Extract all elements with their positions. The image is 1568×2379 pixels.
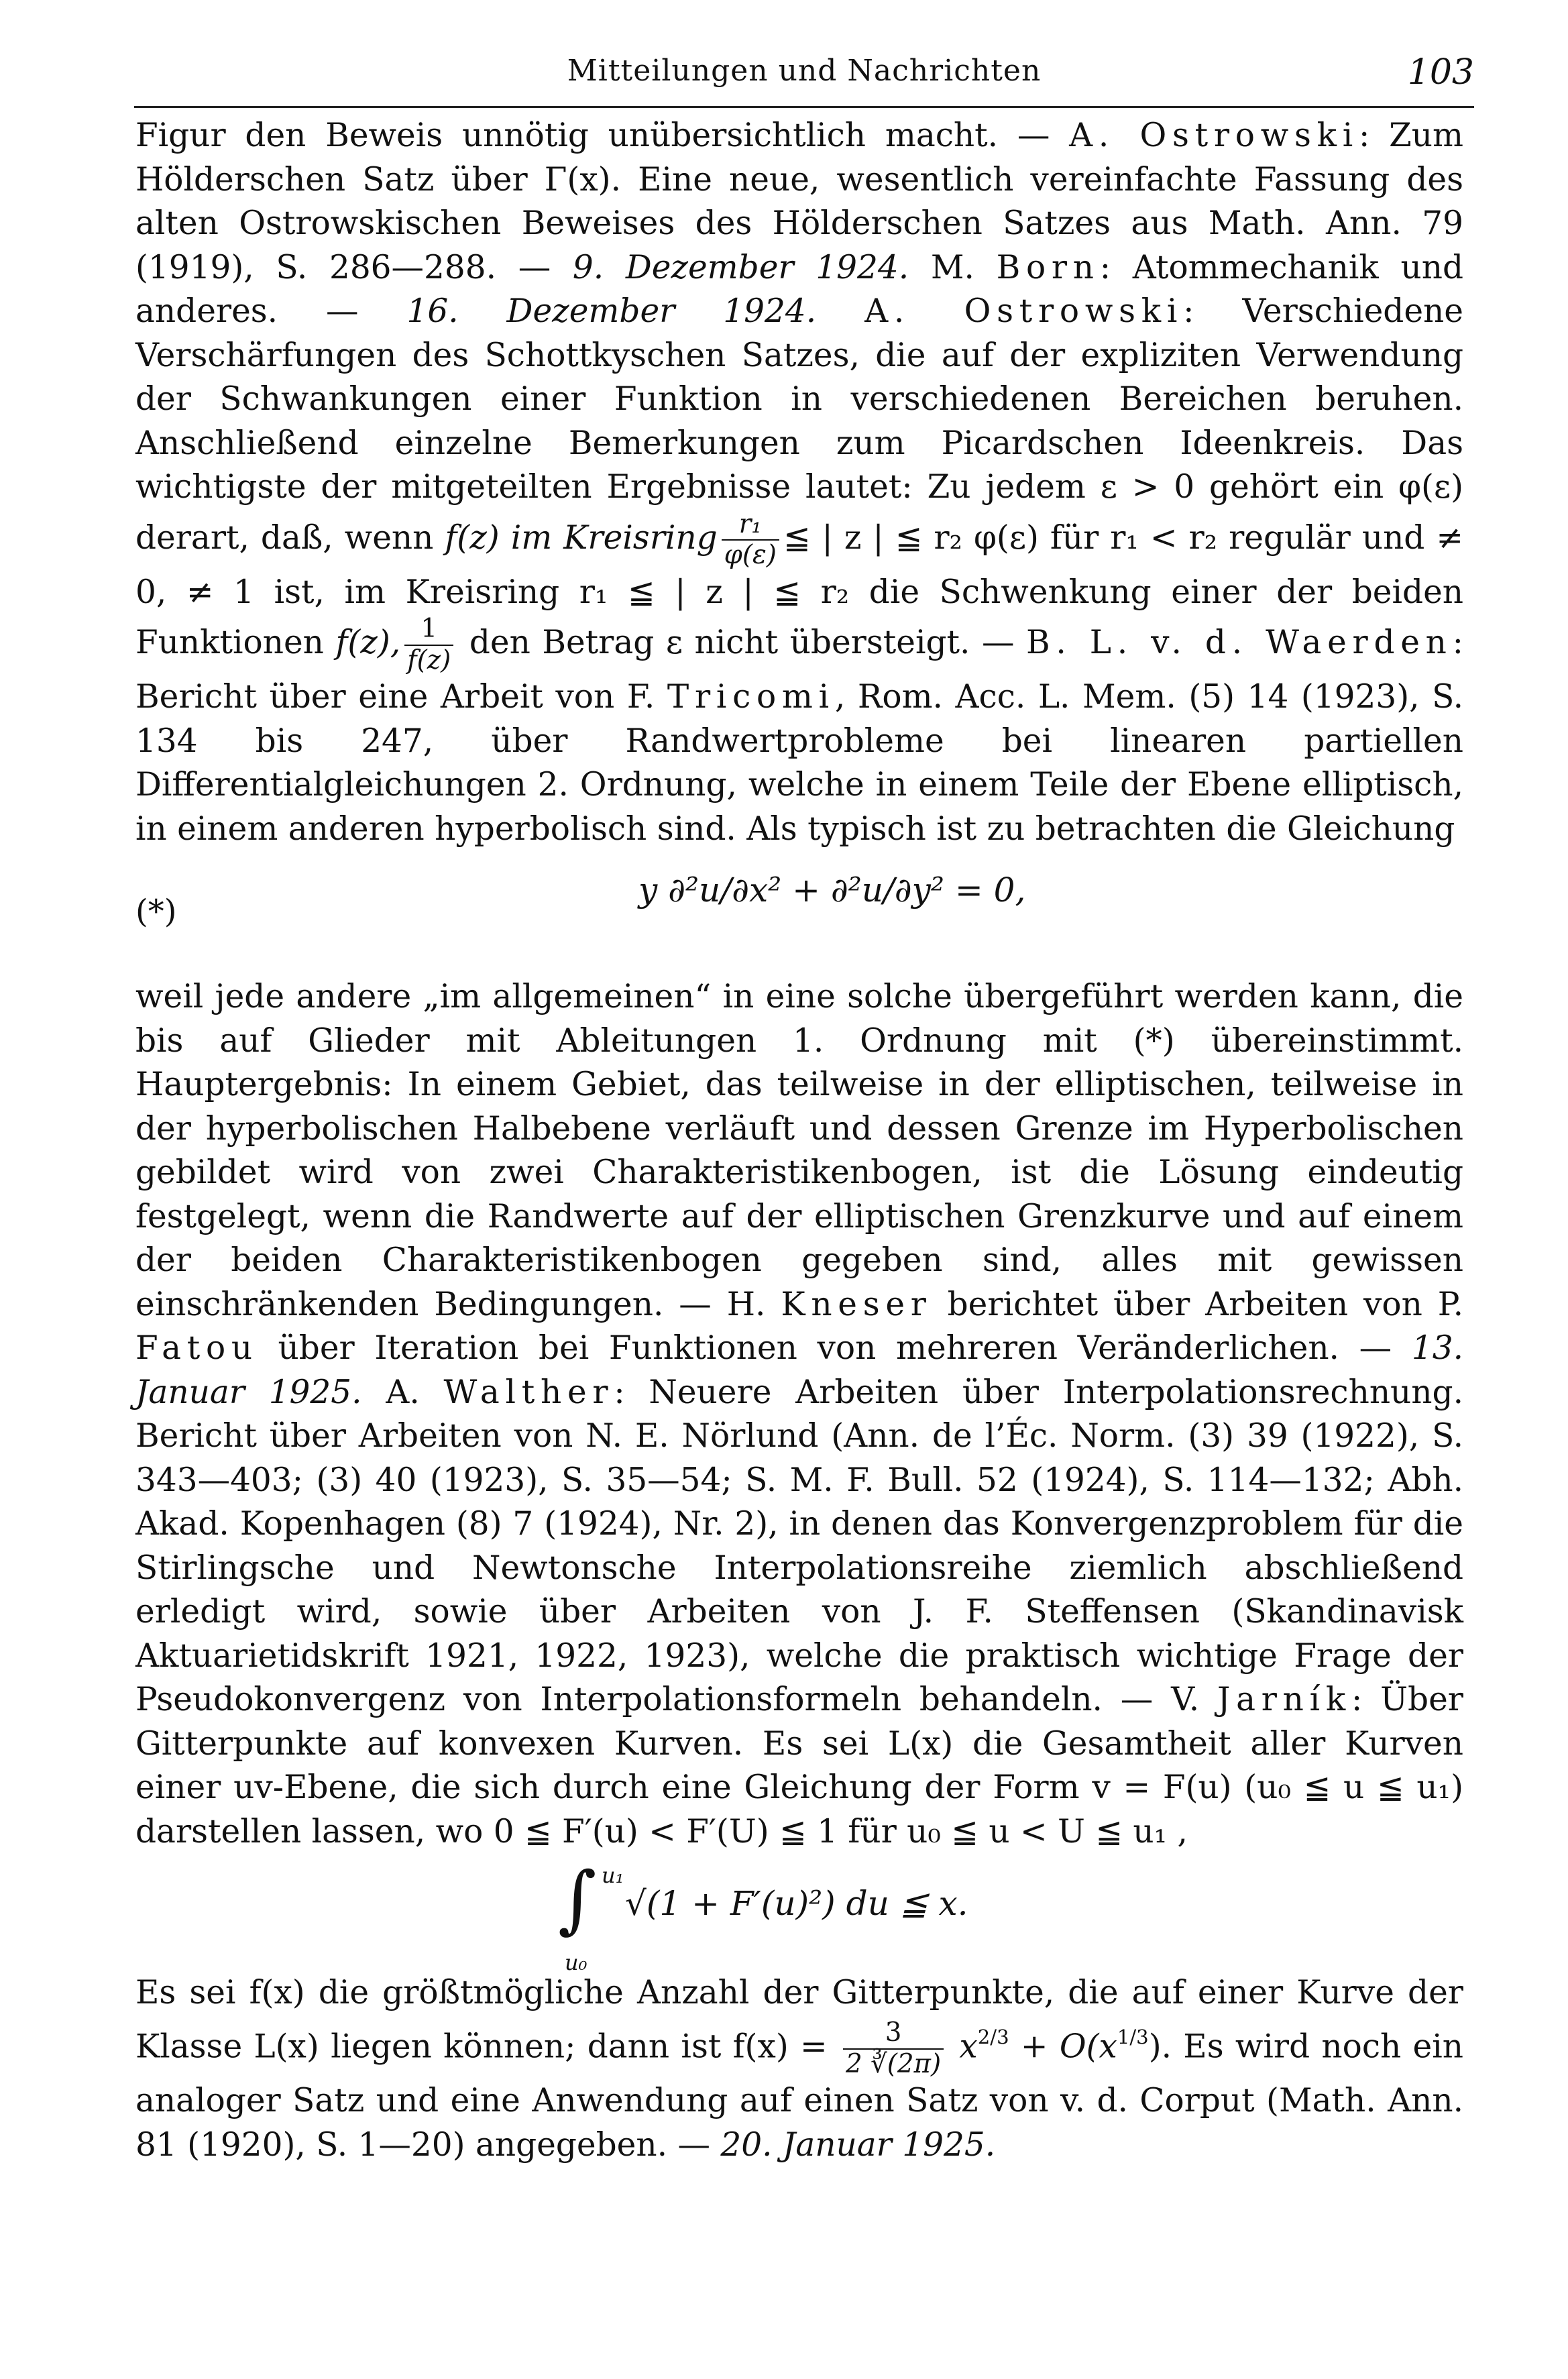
text-run: ist, im Kreisring r₁ ≦ | z | ≦ r₂ die Schwenkung einer der beiden Funktionen (135, 573, 1464, 662)
author-name: Jarník (1217, 1681, 1351, 1719)
text-run: den Betrag ε nicht übersteigt. — (457, 624, 1026, 662)
author-name: Walther (443, 1373, 614, 1411)
author-name: A. Ostrowski (1069, 117, 1359, 154)
display-equation-integral (135, 1854, 1463, 1976)
inline-fraction (404, 614, 453, 675)
text-run: : Bericht über eine Arbeit von F. (135, 624, 1463, 716)
article-body (135, 114, 1463, 2167)
text-run: Es sei f(x) die größtmögliche Anzahl der Gitterpunkte, die auf einer Kurve der Klasse L(x) liegen können; dann ist f(x) = (135, 1974, 1463, 2066)
text-run: : Atommechanik und anderes. — (135, 248, 1463, 330)
session-date: 9. Dezember 1924. (572, 248, 909, 286)
fraction-denominator: f(z) (407, 645, 451, 675)
math-run: ≦ | z | ≦ r₂ φ(ε) für r₁ < r₂ regulär und ≠ 0, ≠ 1 (135, 518, 1463, 611)
fraction-numerator: r₁ (722, 510, 779, 541)
fraction-numerator: 1 (404, 614, 453, 646)
text-run: A. (361, 1373, 444, 1411)
math-run: f(z) im Kreisring (445, 518, 718, 557)
text-run (816, 292, 864, 330)
text-run: weil jede andere „im allgemeinen“ in eine solche übergeführt werden kann, die bis auf Glieder mit Ableitungen 1. Ordnung mit (*) übereinstimmt. Hauptergebnis: In einem Gebiet, das teilweise in der elliptischen, teilweise in der hyperbolischen Halbebene verläuft und dessen Grenze im Hyperbolischen gebildet wird von zwei Charakteristikenbogen, ist die Lösung eindeutig festgelegt, wenn die Randwerte auf der elliptischen Grenzkurve und auf einem der beiden Charakteristikenbogen gegeben sind, alles mit gewissen einschränkenden Bedingungen. — H. (135, 978, 1463, 1323)
exponent: 1/3 (1117, 2025, 1149, 2048)
paragraph-1 (135, 114, 1463, 851)
author-name: B. L. v. d. Waerden (1026, 624, 1453, 662)
text-run: : Verschiedene Verschärfungen des Schottkyschen Satzes, die auf der expliziten Verwendung der Schwankungen einer Funktion in verschiedenen Bereichen beruhen. Anschließend einzelne Bemerkungen zum Picardschen Ideenkreis. Das wichtigste der mitgeteilten Ergebnisse lautet: Zu jedem ε > 0 gehört ein φ(ε) derart, daß, wenn (135, 292, 1463, 557)
equation-body: y ∂²u/∂x² + ∂²u/∂y² = 0, (638, 871, 1026, 910)
header-title: Mitteilungen und Nachrichten (567, 54, 1042, 88)
text-run: : Zum Hölderschen Satz über Γ(x). Eine neue, wesentlich vereinfachte Fassung des alten Ostrowskischen Beweises des Hölderschen Satzes aus Math. Ann. 79 (1919), S. 286—288. — (135, 117, 1464, 286)
display-equation-star (135, 855, 1463, 973)
text-run: ). Es wird noch ein analoger Satz und eine Anwendung auf einen Satz von v. d. Corput (Math. Ann. 81 (1920), S. 1—20) angegeben. — (135, 2028, 1463, 2164)
session-date: 16. Dezember 1924. (406, 292, 817, 330)
page-number: 103 (1407, 52, 1474, 93)
author-name: Born (996, 248, 1100, 286)
paragraph-3 (135, 1971, 1463, 2167)
text-run: Figur den Beweis unnötig unübersichtlich macht. — (135, 117, 1070, 154)
integral-upper-limit: u₁ (602, 1863, 624, 1889)
integral-body: √(1 + F′(u)²) du ≦ x. (625, 1884, 968, 1924)
integral-sign: ∫ (558, 1856, 597, 1942)
integral-lower-limit: u₀ (565, 1950, 587, 1976)
inline-fraction (843, 2018, 944, 2079)
author-name: Kneser (781, 1285, 932, 1323)
session-date: 13. Januar 1925. (135, 1329, 1463, 1411)
math-run: + O(x (1009, 2028, 1117, 2066)
text-run: M. (909, 248, 997, 286)
text-run: : Neuere Arbeiten über Interpolationsrechnung. Bericht über Arbeiten von N. E. Nörlund (Ann. de l’Éc. Norm. (3) 39 (1922), S. 343—403; (3) 40 (1923), S. 35—54; S. M. F. Bull. 52 (1924), S. 114—132; Abh. Akad. Kopenhagen (8) 7 (1924), Nr. 2), in denen das Konvergenzproblem für die Stirlingsche und Newtonsche Interpolationsreihe ziemlich abschließend erledigt wird, sowie über Arbeiten von J. F. Steffensen (Skandinavisk Aktuarietidskrift 1921, 1922, 1923), welche die praktisch wichtige Frage der Pseudokonvergenz von Interpolationsformeln behandeln. — V. (135, 1373, 1463, 1719)
author-name: Tricomi (667, 678, 835, 716)
exponent: 2/3 (977, 2025, 1009, 2048)
text-run: über Iteration bei Funktionen von mehreren Veränderlichen. — (258, 1329, 1412, 1368)
equation-tag: (*) (135, 893, 177, 931)
author-name: A. Ostrowski (864, 292, 1184, 330)
text-run: berichtet über Arbeiten von P. (932, 1285, 1463, 1323)
inline-fraction (722, 510, 779, 571)
math-run: f(z), (335, 624, 401, 662)
running-header (134, 52, 1474, 108)
paragraph-2 (135, 975, 1463, 1854)
fraction-denominator: φ(ε) (724, 540, 777, 571)
fraction-denominator: 2 ∛(2π) (845, 2048, 942, 2079)
fraction-numerator: 3 (843, 2018, 944, 2050)
text-run: : Über Gitterpunkte auf konvexen Kurven. Es sei L(x) die Gesamtheit aller Kurven einer uv-Ebene, die sich durch eine Gleichung der Form v = F(u) (u₀ ≦ u ≦ u₁) darstellen lassen, wo 0 ≦ F′(u) < F′(U) ≦ 1 für u₀ ≦ u < U ≦ u₁ , (135, 1681, 1463, 1850)
author-name: Fatou (135, 1329, 258, 1368)
text-run: , Rom. Acc. L. Mem. (5) 14 (1923), S. 134 bis 247, über Randwertprobleme bei linearen partiellen Differentialgleichungen 2. Ordnung, welche in einem Teile der Ebene elliptisch, in einem anderen hyperbolisch sind. Als typisch ist zu betrachten die Gleichung (135, 678, 1463, 848)
session-date: 20. Januar 1925. (720, 2125, 996, 2164)
math-run: x (948, 2028, 978, 2066)
